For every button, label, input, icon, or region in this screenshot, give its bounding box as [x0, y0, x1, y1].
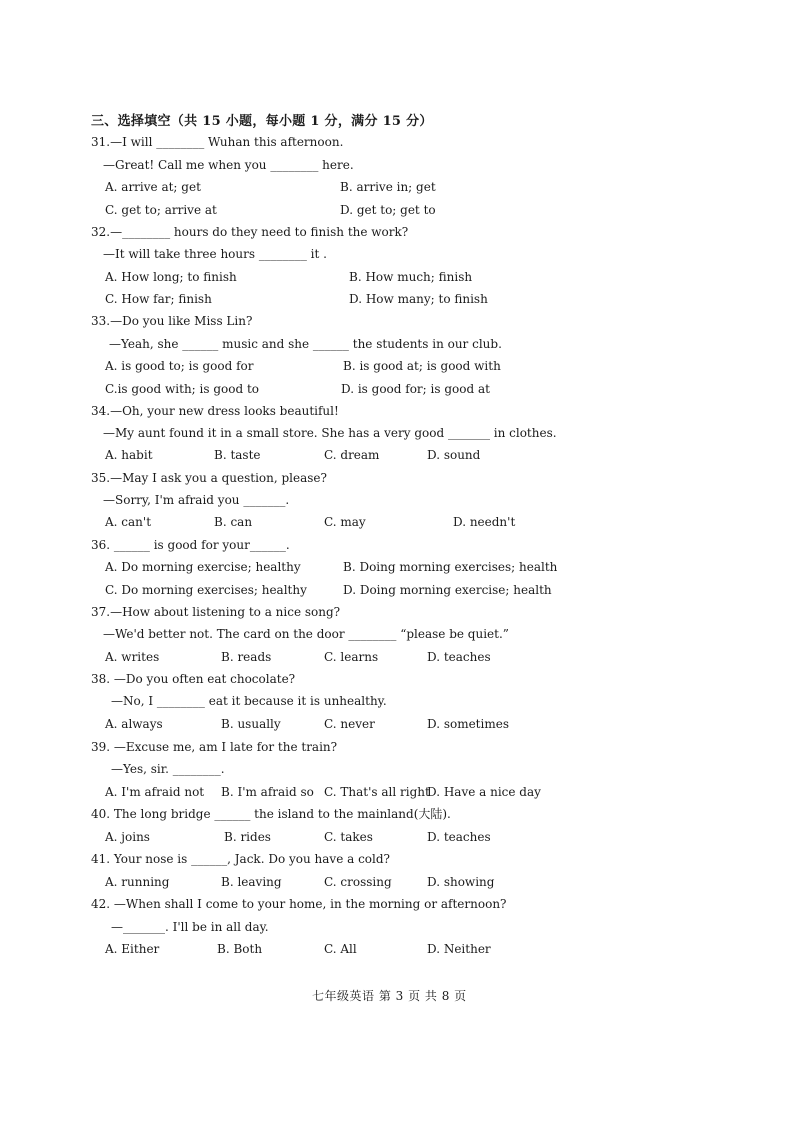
question-33-reply: —Yeah, she ______ music and she ______ the students in our club.	[109, 337, 502, 351]
question-37-stem: 37.—How about listening to a nice song?	[91, 605, 341, 619]
question-35-reply: —Sorry, I'm afraid you _______.	[103, 493, 290, 507]
question-42-option-b: B. Both	[217, 942, 263, 956]
question-32-option-a: A. How long; to finish	[105, 270, 237, 284]
question-41-option-c: C. crossing	[324, 875, 392, 889]
question-31-reply: —Great! Call me when you ________ here.	[103, 158, 354, 172]
question-39-option-d: D. Have a nice day	[427, 785, 541, 799]
question-42-option-d: D. Neither	[427, 942, 491, 956]
question-35-option-d: D. needn't	[453, 515, 516, 529]
question-32-option-d: D. How many; to finish	[349, 292, 488, 306]
question-33-stem: 33.—Do you like Miss Lin?	[91, 314, 253, 328]
question-39-option-a: A. I'm afraid not	[105, 785, 205, 799]
question-41-option-b: B. leaving	[221, 875, 282, 889]
question-31-stem: 31.—I will ________ Wuhan this afternoon.	[91, 135, 344, 149]
question-31-option-b: B. arrive in; get	[340, 180, 436, 194]
question-35-option-a: A. can't	[105, 515, 152, 529]
question-36-option-b: B. Doing morning exercises; health	[343, 560, 558, 574]
question-39-option-c: C. That's all right	[324, 785, 430, 799]
question-41-stem: 41. Your nose is ______, Jack. Do you have a cold?	[91, 852, 390, 866]
question-37-reply: —We'd better not. The card on the door ________ “please be quiet.”	[103, 627, 509, 641]
question-40-option-c: C. takes	[324, 830, 373, 844]
question-37-option-c: C. learns	[324, 650, 379, 664]
question-34-reply: —My aunt found it in a small store. She has a very good _______ in clothes.	[103, 426, 557, 440]
question-34-option-b: B. taste	[214, 448, 261, 462]
question-37-option-a: A. writes	[105, 650, 160, 664]
question-34-option-d: D. sound	[427, 448, 481, 462]
question-42-reply: —_______. I'll be in all day.	[111, 920, 269, 934]
question-32-option-b: B. How much; finish	[349, 270, 473, 284]
question-31-option-d: D. get to; get to	[340, 203, 436, 217]
question-37-option-d: D. teaches	[427, 650, 491, 664]
question-33-option-c: C.is good with; is good to	[105, 382, 260, 396]
page-footer: 七年级英语 第 3 页 共 8 页	[312, 989, 467, 1003]
question-41-option-a: A. running	[105, 875, 170, 889]
question-38-option-c: C. never	[324, 717, 375, 731]
section-title: 三、选择填空（共 15 小题，每小题 1 分，满分 15 分）	[91, 114, 433, 129]
question-38-option-d: D. sometimes	[427, 717, 509, 731]
question-33-option-d: D. is good for; is good at	[341, 382, 490, 396]
question-31-option-c: C. get to; arrive at	[105, 203, 217, 217]
question-32-option-c: C. How far; finish	[105, 292, 212, 306]
question-34-option-a: A. habit	[105, 448, 153, 462]
question-39-stem: 39. —Excuse me, am I late for the train?	[91, 740, 338, 754]
question-33-option-a: A. is good to; is good for	[105, 359, 254, 373]
question-36-option-d: D. Doing morning exercise; health	[343, 583, 552, 597]
question-42-option-c: C. All	[324, 942, 357, 956]
question-34-option-c: C. dream	[324, 448, 380, 462]
question-42-stem: 42. —When shall I come to your home, in the morning or afternoon?	[91, 897, 507, 911]
question-40-stem: 40. The long bridge ______ the island to the mainland(大陆).	[91, 807, 451, 821]
question-38-stem: 38. —Do you often eat chocolate?	[91, 672, 296, 686]
question-42-option-a: A. Either	[105, 942, 160, 956]
question-41-option-d: D. showing	[427, 875, 495, 889]
question-39-reply: —Yes, sir. ________.	[111, 762, 225, 776]
question-39-option-b: B. I'm afraid so	[221, 785, 314, 799]
question-36-option-a: A. Do morning exercise; healthy	[105, 560, 301, 574]
question-37-option-b: B. reads	[221, 650, 272, 664]
question-38-reply: —No, I ________ eat it because it is unhealthy.	[111, 694, 387, 708]
question-35-option-b: B. can	[214, 515, 253, 529]
question-35-stem: 35.—May I ask you a question, please?	[91, 471, 327, 485]
question-36-stem: 36. ______ is good for your______.	[91, 538, 290, 552]
question-40-option-a: A. joins	[105, 830, 150, 844]
question-40-option-d: D. teaches	[427, 830, 491, 844]
question-35-option-c: C. may	[324, 515, 366, 529]
question-40-option-b: B. rides	[224, 830, 271, 844]
question-32-reply: —It will take three hours ________ it .	[103, 247, 327, 261]
question-38-option-b: B. usually	[221, 717, 281, 731]
question-32-stem: 32.—________ hours do they need to finish the work?	[91, 225, 409, 239]
question-34-stem: 34.—Oh, your new dress looks beautiful!	[91, 404, 339, 418]
question-36-option-c: C. Do morning exercises; healthy	[105, 583, 307, 597]
question-38-option-a: A. always	[105, 717, 163, 731]
question-31-option-a: A. arrive at; get	[105, 180, 201, 194]
question-33-option-b: B. is good at; is good with	[343, 359, 501, 373]
